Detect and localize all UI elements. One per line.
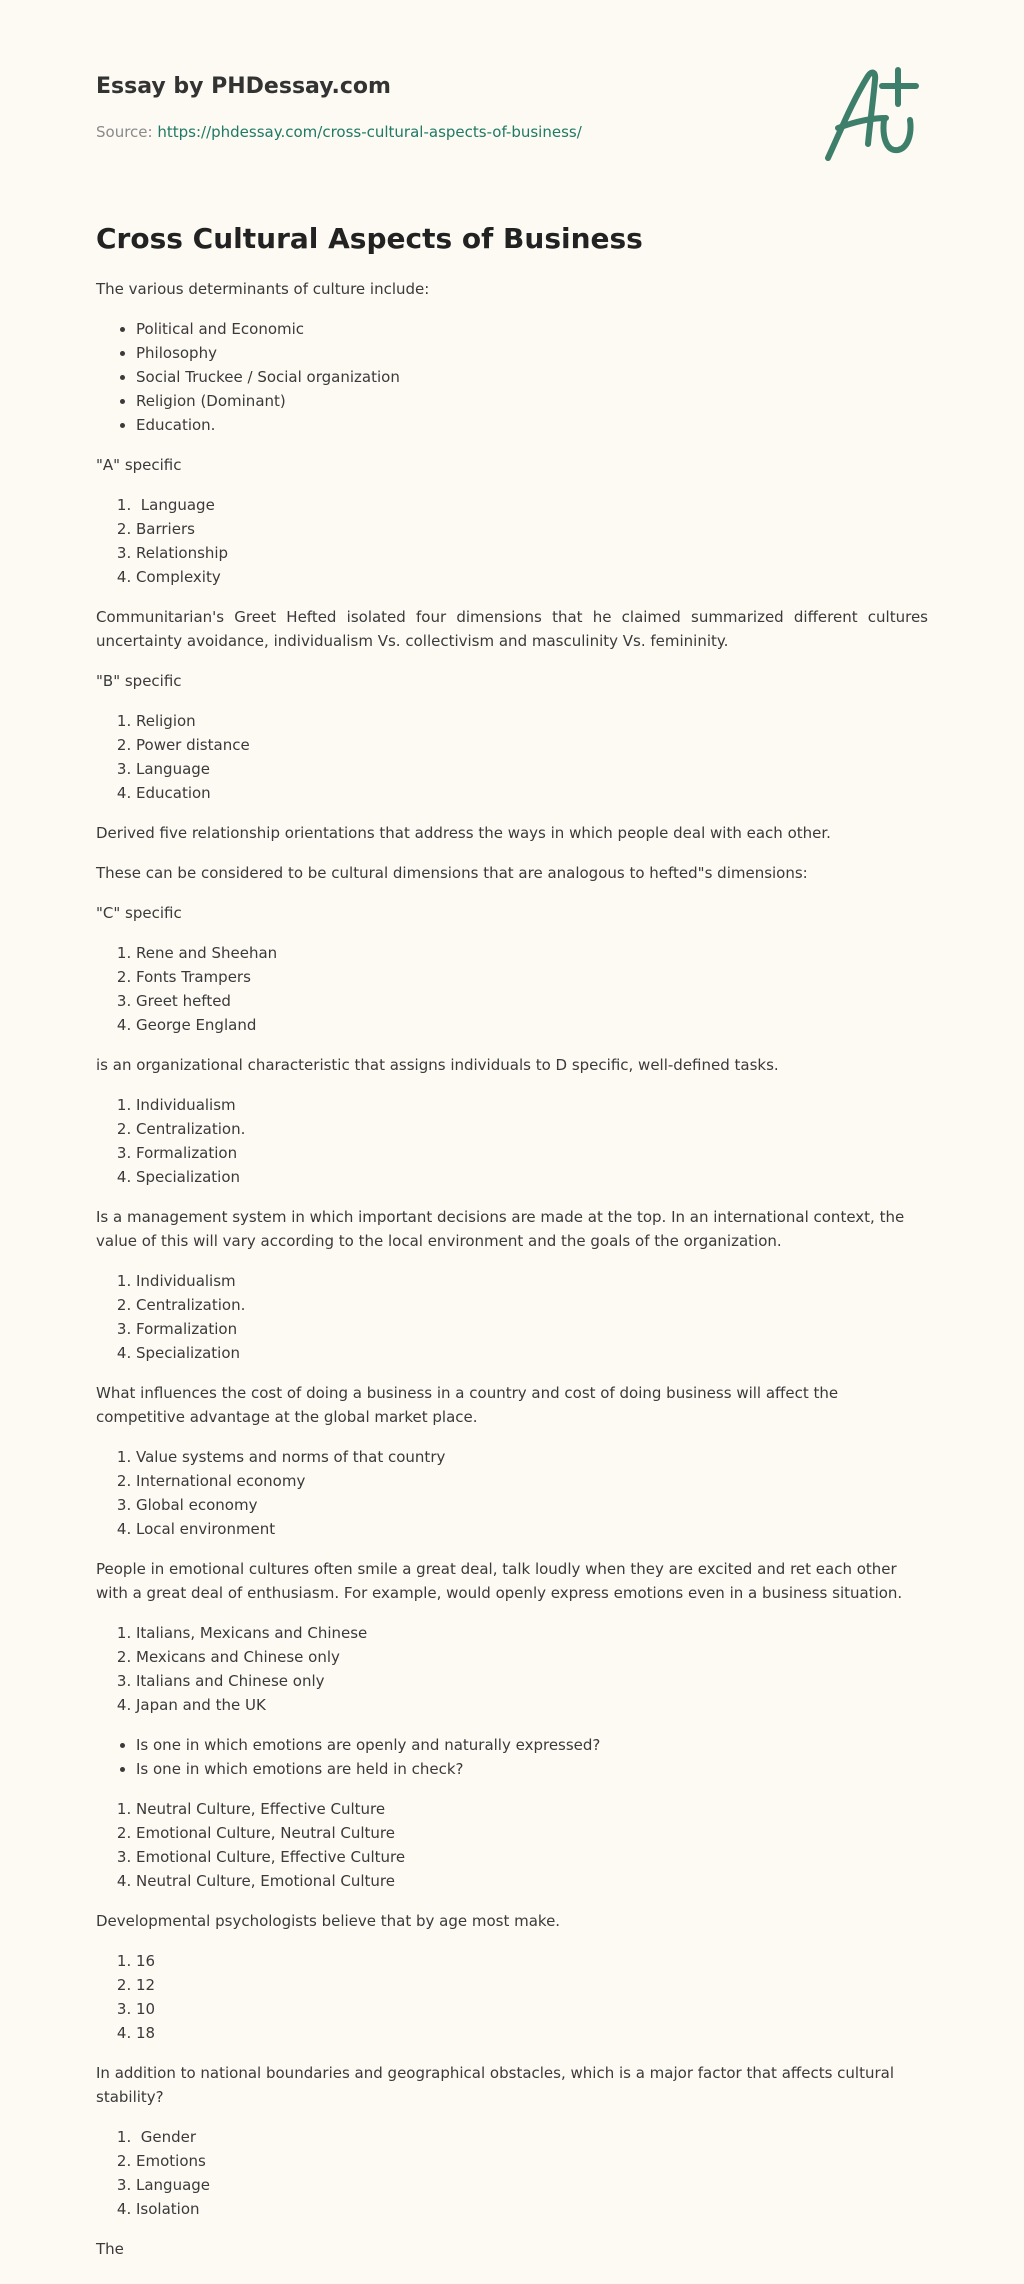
- list-item: 3. Formalization: [136, 1317, 928, 1341]
- list-item: • Philosophy: [136, 341, 928, 365]
- list-item: 2. 12: [136, 1973, 928, 1997]
- questions-list: [96, 1733, 928, 1781]
- list-item: 3. Formalization: [136, 1141, 928, 1165]
- influences-paragraph: What influences the cost of doing a business in a country and cost of doing business will affect the competitive advantage at the global market place.: [96, 1384, 839, 1426]
- list-item: 1. Individualism: [136, 1269, 928, 1293]
- list-item: 1. Neutral Culture, Effective Culture: [136, 1797, 928, 1821]
- c-specific-label: "C" specific: [96, 904, 182, 922]
- b-specific-list: [96, 709, 928, 805]
- these-paragraph: These can be considered to be cultural dimensions that are analogous to hefted"s dimensions:: [96, 864, 808, 882]
- list-item: 4. Specialization: [136, 1165, 928, 1189]
- list-item: 1. 16: [136, 1949, 928, 1973]
- site-title: Essay by PHDessay.com: [96, 74, 391, 99]
- age-list: [96, 1949, 928, 2045]
- source-link[interactable]: https://phdessay.com/cross-cultural-aspects-of-business/: [157, 123, 582, 141]
- list-item: • Is one in which emotions are held in check?: [136, 1757, 928, 1781]
- emotional-list: [96, 1621, 928, 1717]
- org-char-paragraph: is an organizational characteristic that assigns individuals to D specific, well-defined tasks.: [96, 1056, 779, 1074]
- emotional-paragraph: People in emotional cultures often smile a great deal, talk loudly when they are excited and ret each other with a great deal of enthusiasm. For example, would openly express emotions even in a business situation.: [96, 1560, 903, 1602]
- list-item: 2. Fonts Trampers: [136, 965, 928, 989]
- list-item: 2. International economy: [136, 1469, 928, 1493]
- determinants-list: [96, 317, 928, 437]
- list-item: 4. Isolation: [136, 2197, 928, 2221]
- national-list: [96, 2125, 928, 2221]
- source-line: [96, 123, 582, 141]
- list-item: • Social Truckee / Social organization: [136, 365, 928, 389]
- org-char-list: [96, 1093, 928, 1189]
- list-item: 3. Global economy: [136, 1493, 928, 1517]
- list-item: 2. Emotional Culture, Neutral Culture: [136, 1821, 928, 1845]
- communitarian-paragraph: Communitarian's Greet Hefted isolated four dimensions that he claimed summarized different cultures uncertainty avoidance, individualism Vs. collectivism and masculinity Vs. femininity.: [96, 608, 928, 650]
- a-specific-list: [96, 493, 928, 589]
- list-item: 1. Rene and Sheehan: [136, 941, 928, 965]
- mgmt-list: [96, 1269, 928, 1365]
- intro-paragraph: The various determinants of culture include:: [96, 280, 430, 298]
- list-item: 4. Complexity: [136, 565, 928, 589]
- mgmt-paragraph: Is a management system in which important decisions are made at the top. In an international context, the value of this will vary according to the local environment and the goals of the organization.: [96, 1208, 905, 1250]
- list-item: • Education.: [136, 413, 928, 437]
- list-item: 2. Mexicans and Chinese only: [136, 1645, 928, 1669]
- list-item: 4. Local environment: [136, 1517, 928, 1541]
- influences-list: [96, 1445, 928, 1541]
- list-item: 4. 18: [136, 2021, 928, 2045]
- list-item: 1. Gender: [136, 2125, 928, 2149]
- list-item: 2. Centralization.: [136, 1117, 928, 1141]
- list-item: 3. Emotional Culture, Effective Culture: [136, 1845, 928, 1869]
- list-item: 3. Relationship: [136, 541, 928, 565]
- developmental-paragraph: Developmental psychologists believe that by age most make.: [96, 1912, 561, 1930]
- source-label: Source:: [96, 123, 153, 141]
- list-item: 4. Japan and the UK: [136, 1693, 928, 1717]
- ending-text: The: [96, 2240, 124, 2258]
- list-item: 3. Italians and Chinese only: [136, 1669, 928, 1693]
- list-item: 2. Emotions: [136, 2149, 928, 2173]
- list-item: 4. Neutral Culture, Emotional Culture: [136, 1869, 928, 1893]
- a-plus-logo-icon: [818, 62, 928, 172]
- list-item: 3. 10: [136, 1997, 928, 2021]
- derived-paragraph: Derived five relationship orientations that address the ways in which people deal with each other.: [96, 824, 831, 842]
- c-specific-list: [96, 941, 928, 1037]
- list-item: 2. Barriers: [136, 517, 928, 541]
- culture-list: [96, 1797, 928, 1893]
- list-item: 3. Language: [136, 2173, 928, 2197]
- essay-content: [96, 222, 928, 2277]
- list-item: 2. Power distance: [136, 733, 928, 757]
- list-item: 2. Centralization.: [136, 1293, 928, 1317]
- list-item: 4. Education: [136, 781, 928, 805]
- list-item: • Religion (Dominant): [136, 389, 928, 413]
- a-specific-label: "A" specific: [96, 456, 182, 474]
- list-item: • Political and Economic: [136, 317, 928, 341]
- national-paragraph: In addition to national boundaries and geographical obstacles, which is a major factor that affects cultural stability?: [96, 2064, 895, 2106]
- list-item: 3. Language: [136, 757, 928, 781]
- list-item: 4. George England: [136, 1013, 928, 1037]
- list-item: 1. Italians, Mexicans and Chinese: [136, 1621, 928, 1645]
- list-item: 1. Individualism: [136, 1093, 928, 1117]
- b-specific-label: "B" specific: [96, 672, 182, 690]
- list-item: 1. Language: [136, 493, 928, 517]
- list-item: 1. Value systems and norms of that country: [136, 1445, 928, 1469]
- essay-title: Cross Cultural Aspects of Business: [96, 222, 643, 255]
- list-item: • Is one in which emotions are openly and naturally expressed?: [136, 1733, 928, 1757]
- list-item: 1. Religion: [136, 709, 928, 733]
- list-item: 3. Greet hefted: [136, 989, 928, 1013]
- list-item: 4. Specialization: [136, 1341, 928, 1365]
